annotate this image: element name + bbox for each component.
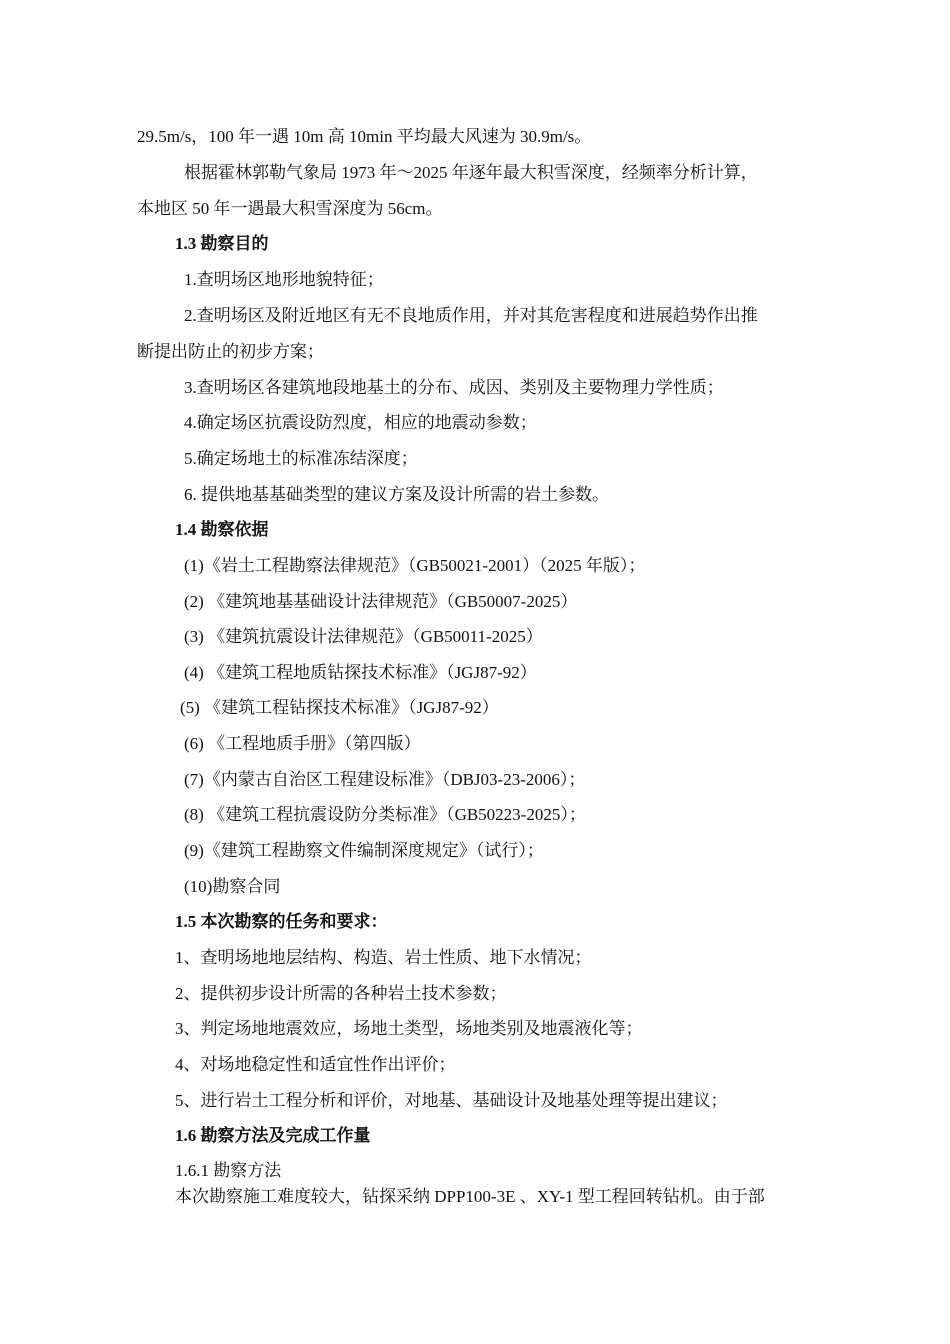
list-item: 2.查明场区及附近地区有无不良地质作用，并对其危害程度和进展趋势作出推: [184, 306, 758, 325]
reference-item: (6) 《工程地质手册》（第四版）: [184, 734, 421, 753]
list-item: 6. 提供地基基础类型的建议方案及设计所需的岩土参数。: [184, 485, 609, 504]
subsection-heading-1-6-1: 1.6.1 勘察方法: [175, 1161, 282, 1180]
reference-item: (7)《内蒙古自治区工程建设标准》（DBJ03-23-2006）；: [184, 770, 586, 789]
reference-item: (3) 《建筑抗震设计法律规范》（GB50011-2025）: [184, 627, 543, 646]
list-item: 3.查明场区各建筑地段地基土的分布、成因、类别及主要物理力学性质；: [184, 378, 724, 397]
task-item: 3、判定场地地震效应，场地土类型，场地类别及地震液化等；: [175, 1019, 643, 1038]
list-item-continuation: 断提出防止的初步方案；: [137, 342, 324, 361]
list-item: 4.确定场区抗震设防烈度，相应的地震动参数；: [184, 413, 537, 432]
list-item: 1.查明场区地形地貌特征；: [184, 270, 384, 289]
list-item: 5.确定场地土的标准冻结深度；: [184, 449, 418, 468]
reference-item: (10)勘察合同: [184, 877, 281, 896]
task-item: 1、查明场地地层结构、构造、岩土性质、地下水情况；: [175, 948, 592, 967]
paragraph-line: 本地区 50 年一遇最大积雪深度为 56cm。: [137, 199, 443, 218]
reference-item: (5) 《建筑工程钻探技术标准》（JGJ87-92）: [180, 698, 499, 717]
reference-item: (9)《建筑工程勘察文件编制深度规定》（试行）；: [184, 841, 544, 860]
reference-item: (8) 《建筑工程抗震设防分类标准》（GB50223-2025）；: [184, 805, 586, 824]
task-item: 5、进行岩土工程分析和评价，对地基、基础设计及地基处理等提出建议；: [175, 1091, 728, 1110]
task-item: 2、提供初步设计所需的各种岩土技术参数；: [175, 984, 507, 1003]
reference-item: (1)《岩土工程勘察法律规范》（GB50021-2001）（2025 年版）；: [184, 556, 646, 575]
section-heading-1-3: 1.3 勘察目的: [175, 234, 269, 253]
paragraph-line: 根据霍林郭勒气象局 1973 年～2025 年逐年最大积雪深度，经频率分析计算，: [184, 163, 758, 182]
section-heading-1-5: 1.5 本次勘察的任务和要求：: [175, 912, 388, 931]
paragraph-line: 29.5m/s，100 年一遇 10m 高 10min 平均最大风速为 30.9m/s。: [137, 127, 592, 146]
section-heading-1-4: 1.4 勘察依据: [175, 520, 269, 539]
section-heading-1-6: 1.6 勘察方法及完成工作量: [175, 1126, 371, 1145]
reference-item: (4) 《建筑工程地质钻探技术标准》（JGJ87-92）: [184, 663, 537, 682]
paragraph-line: 本次勘察施工难度较大，钻探采纳 DPP100-3E 、XY-1 型工程回转钻机。由于部: [175, 1187, 765, 1206]
reference-item: (2) 《建筑地基基础设计法律规范》（GB50007-2025）: [184, 592, 578, 611]
task-item: 4、对场地稳定性和适宜性作出评价；: [175, 1055, 456, 1074]
